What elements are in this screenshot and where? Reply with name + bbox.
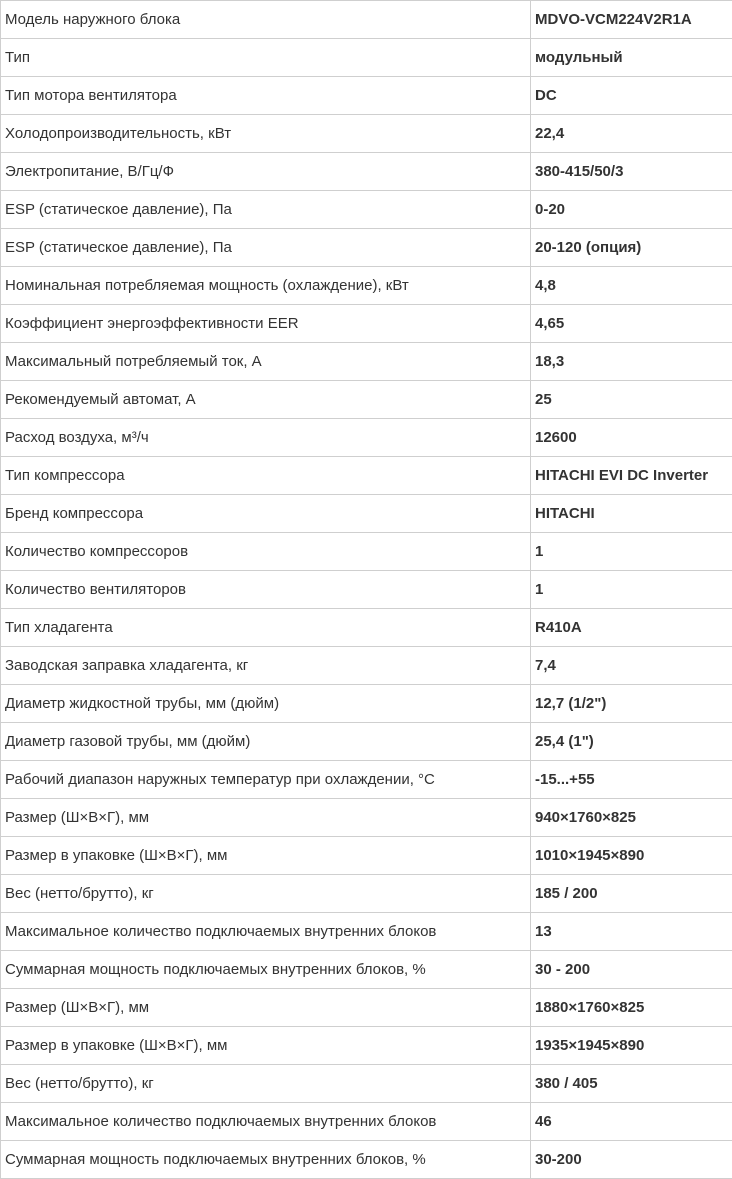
table-row <box>1 153 732 191</box>
spec-value: 4,65 <box>531 305 732 343</box>
spec-value: 12,7 (1/2") <box>531 685 732 723</box>
table-row <box>1 609 732 647</box>
table-row <box>1 799 732 837</box>
spec-label: Количество вентиляторов <box>1 571 531 609</box>
table-row <box>1 1103 732 1141</box>
spec-label: Диаметр газовой трубы, мм (дюйм) <box>1 723 531 761</box>
spec-value: -15...+55 <box>531 761 732 799</box>
spec-value: 30 - 200 <box>531 951 732 989</box>
table-row <box>1 647 732 685</box>
table-row <box>1 229 732 267</box>
spec-label: Коэффициент энергоэффективности EER <box>1 305 531 343</box>
spec-value: 25,4 (1") <box>531 723 732 761</box>
spec-value: 380-415/50/3 <box>531 153 732 191</box>
spec-label: Размер в упаковке (Ш×В×Г), мм <box>1 1027 531 1065</box>
spec-value: 7,4 <box>531 647 732 685</box>
table-row <box>1 989 732 1027</box>
spec-label: Электропитание, В/Гц/Ф <box>1 153 531 191</box>
spec-label: Количество компрессоров <box>1 533 531 571</box>
spec-label: Тип мотора вентилятора <box>1 77 531 115</box>
spec-label: Рекомендуемый автомат, А <box>1 381 531 419</box>
table-row <box>1 305 732 343</box>
spec-value: 1935×1945×890 <box>531 1027 732 1065</box>
table-row <box>1 951 732 989</box>
spec-label: Бренд компрессора <box>1 495 531 533</box>
spec-label: Расход воздуха, м³/ч <box>1 419 531 457</box>
table-row <box>1 1065 732 1103</box>
table-row <box>1 115 732 153</box>
spec-value: 4,8 <box>531 267 732 305</box>
spec-label: Диаметр жидкостной трубы, мм (дюйм) <box>1 685 531 723</box>
spec-label: Тип компрессора <box>1 457 531 495</box>
spec-label: ESP (статическое давление), Па <box>1 191 531 229</box>
spec-value: 20-120 (опция) <box>531 229 732 267</box>
spec-value: HITACHI EVI DC Inverter <box>531 457 732 495</box>
spec-value: 12600 <box>531 419 732 457</box>
spec-label: Номинальная потребляемая мощность (охлаждение), кВт <box>1 267 531 305</box>
spec-value: модульный <box>531 39 732 77</box>
spec-value: DC <box>531 77 732 115</box>
spec-value: 30-200 <box>531 1141 732 1179</box>
table-row <box>1 1141 732 1179</box>
table-row <box>1 39 732 77</box>
table-row <box>1 343 732 381</box>
spec-label: Максимальное количество подключаемых внутренних блоков <box>1 913 531 951</box>
table-row <box>1 837 732 875</box>
table-row <box>1 533 732 571</box>
spec-label: Размер (Ш×В×Г), мм <box>1 989 531 1027</box>
spec-label: Вес (нетто/брутто), кг <box>1 1065 531 1103</box>
table-row <box>1 761 732 799</box>
table-row <box>1 913 732 951</box>
spec-label: Максимальный потребляемый ток, А <box>1 343 531 381</box>
spec-value: 13 <box>531 913 732 951</box>
table-row <box>1 685 732 723</box>
table-row <box>1 495 732 533</box>
table-row <box>1 571 732 609</box>
spec-label: Заводская заправка хладагента, кг <box>1 647 531 685</box>
table-row <box>1 1 732 39</box>
spec-label: Размер (Ш×В×Г), мм <box>1 799 531 837</box>
spec-label: Суммарная мощность подключаемых внутренних блоков, % <box>1 951 531 989</box>
table-row <box>1 875 732 913</box>
spec-label: Вес (нетто/брутто), кг <box>1 875 531 913</box>
spec-value: 1010×1945×890 <box>531 837 732 875</box>
spec-value: 1 <box>531 571 732 609</box>
table-row <box>1 267 732 305</box>
spec-table-body <box>1 1 732 1179</box>
spec-label: Модель наружного блока <box>1 1 531 39</box>
spec-value: 940×1760×825 <box>531 799 732 837</box>
spec-label: Тип <box>1 39 531 77</box>
spec-label: Суммарная мощность подключаемых внутренних блоков, % <box>1 1141 531 1179</box>
spec-value: R410A <box>531 609 732 647</box>
table-row <box>1 1027 732 1065</box>
spec-label: Холодопроизводительность, кВт <box>1 115 531 153</box>
spec-value: MDVO-VCM224V2R1A <box>531 1 732 39</box>
table-row <box>1 381 732 419</box>
spec-value: 22,4 <box>531 115 732 153</box>
table-row <box>1 457 732 495</box>
spec-value: 0-20 <box>531 191 732 229</box>
spec-value: 18,3 <box>531 343 732 381</box>
spec-value: 185 / 200 <box>531 875 732 913</box>
spec-value: 380 / 405 <box>531 1065 732 1103</box>
spec-label: Размер в упаковке (Ш×В×Г), мм <box>1 837 531 875</box>
spec-label: Рабочий диапазон наружных температур при охлаждении, °С <box>1 761 531 799</box>
spec-value: HITACHI <box>531 495 732 533</box>
spec-value: 25 <box>531 381 732 419</box>
spec-value: 1 <box>531 533 732 571</box>
spec-value: 46 <box>531 1103 732 1141</box>
table-row <box>1 419 732 457</box>
table-row <box>1 191 732 229</box>
spec-label: ESP (статическое давление), Па <box>1 229 531 267</box>
table-row <box>1 77 732 115</box>
table-row <box>1 723 732 761</box>
spec-label: Максимальное количество подключаемых внутренних блоков <box>1 1103 531 1141</box>
spec-label: Тип хладагента <box>1 609 531 647</box>
spec-value: 1880×1760×825 <box>531 989 732 1027</box>
